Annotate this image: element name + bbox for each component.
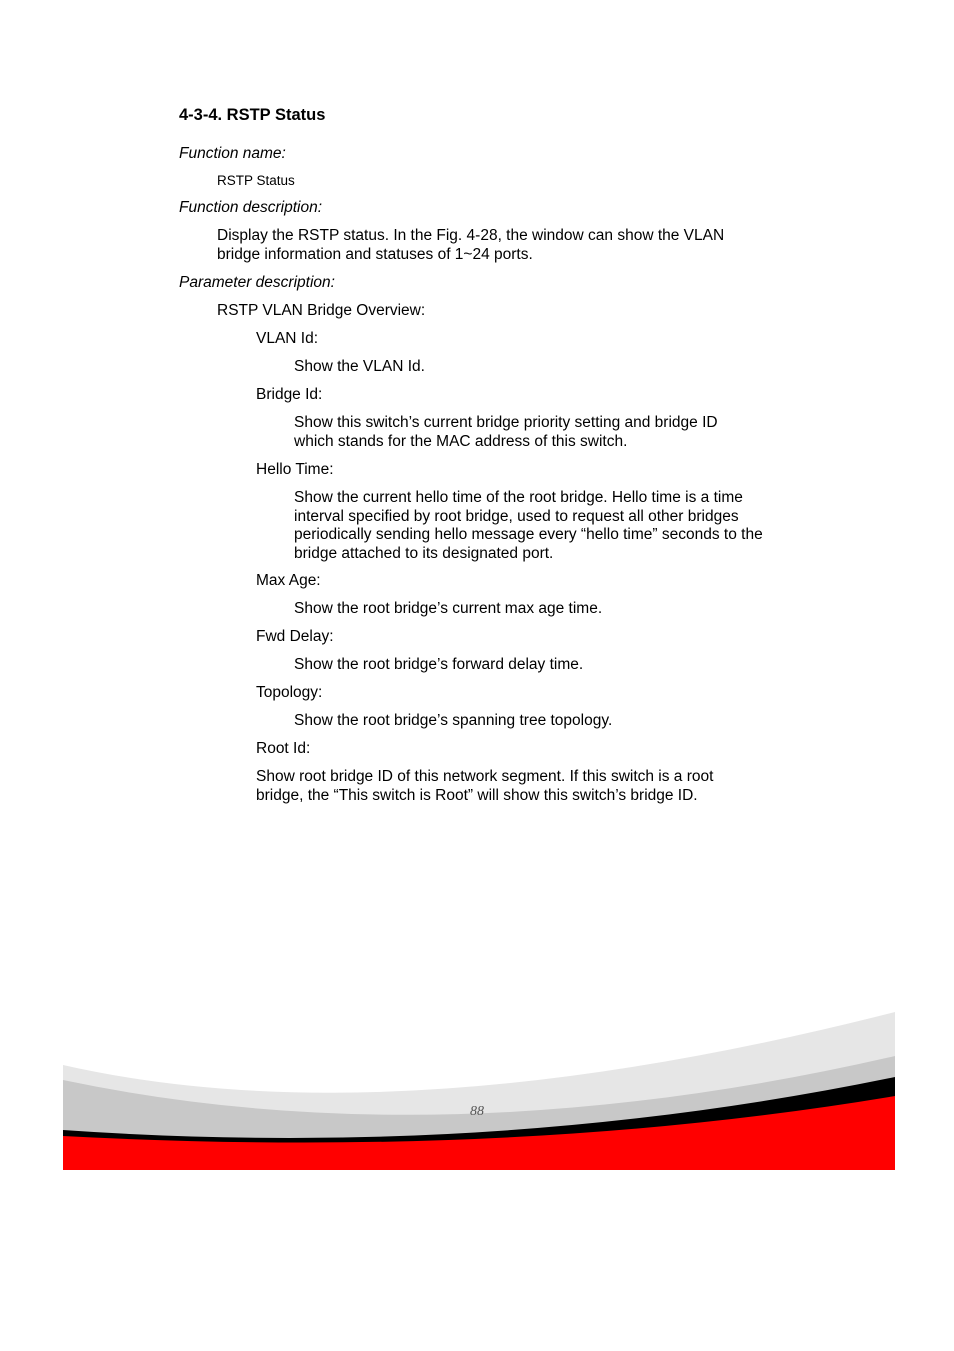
param-name: Root Id: [256,740,311,757]
overview-label: RSTP VLAN Bridge Overview: [217,302,426,319]
footer-swoosh-graphic [63,1010,895,1170]
param-name: Max Age: [256,572,321,589]
function-name: RSTP Status [217,173,295,188]
param-name: Fwd Delay: [256,628,334,645]
param-description: Show the current hello time of the root bridge. Hello time is a time interval specified by root bridge, used to request all other bridges periodically sending hello message every “hello time” seconds to the bridge attached to its designated port. [294,489,763,562]
section-heading: 4-3-4. RSTP Status [179,106,326,124]
parameter-description-label: Parameter description: [179,274,335,291]
param-name: Bridge Id: [256,386,323,403]
param-description: Show the root bridge’s forward delay time. [294,656,584,673]
param-name: Topology: [256,684,323,701]
function-description-label: Function description: [179,199,323,216]
function-name-label: Function name: [179,145,286,162]
param-description: Show this switch’s current bridge priority setting and bridge ID which stands for the MAC address of this switch. [294,414,718,450]
function-description: Display the RSTP status. In the Fig. 4-28, the window can show the VLAN bridge information and statuses of 1~24 ports. [217,227,725,263]
param-description: Show the VLAN Id. [294,358,425,375]
param-description: Show root bridge ID of this network segment. If this switch is a root bridge, the “This switch is Root” will show this switch’s bridge ID. [256,768,714,804]
param-description: Show the root bridge’s current max age time. [294,600,603,617]
param-description: Show the root bridge’s spanning tree topology. [294,712,613,729]
page-number: 88 [470,1104,484,1119]
param-name: Hello Time: [256,461,334,478]
param-name: VLAN Id: [256,330,319,347]
